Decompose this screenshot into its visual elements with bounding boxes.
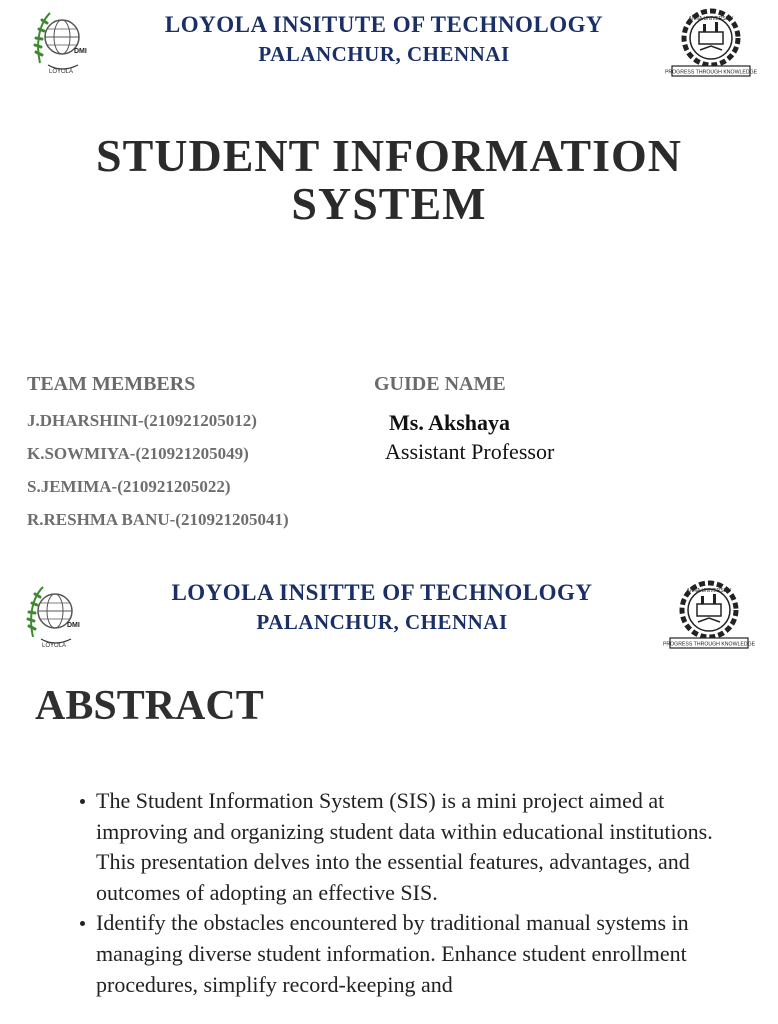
- team-member: J.DHARSHINI-(210921205012): [27, 411, 257, 430]
- list-item: Identify the obstacles encountered by traditional manual systems in managing diverse student information. Enhance student enrollment procedures, simplify record-keeping and: [96, 908, 716, 1000]
- list-item: The Student Information System (SIS) is a mini project aimed at improving and organizing student data within educational institutions. This presentation delves into the essential features, advantages, and outcomes of adopting an effective SIS.: [96, 786, 716, 908]
- svg-text:DMI: DMI: [67, 622, 80, 629]
- svg-text:LOYOLA: LOYOLA: [41, 643, 67, 649]
- team-members-heading: TEAM MEMBERS: [27, 373, 196, 395]
- guide-name: Ms. Akshaya: [389, 410, 511, 435]
- anna-university-logo-icon: [664, 8, 758, 78]
- institute-name: LOYOLA INSITTE OF TECHNOLOGY: [171, 580, 593, 605]
- institute-location: PALANCHUR, CHENNAI: [256, 610, 508, 634]
- team-member: R.RESHMA BANU-(210921205041): [27, 510, 289, 529]
- guide-role: Assistant Professor: [385, 439, 555, 464]
- institute-name: LOYOLA INSITUTE OF TECHNOLOGY: [164, 12, 604, 37]
- svg-text:PROGRESS THROUGH KNOWLEDGE: PROGRESS THROUGH KNOWLEDGE: [664, 69, 758, 76]
- svg-text:DMI: DMI: [74, 48, 87, 55]
- svg-text:ANNA UNIVERSITY: ANNA UNIVERSITY: [686, 588, 732, 594]
- svg-text:PROGRESS THROUGH KNOWLEDGE: PROGRESS THROUGH KNOWLEDGE: [662, 641, 756, 648]
- presentation-title-line1: STUDENT INFORMATION: [96, 130, 682, 181]
- institute-location: PALANCHUR, CHENNAI: [258, 42, 510, 66]
- anna-university-logo-icon: [662, 580, 756, 650]
- svg-text:ANNA UNIVERSITY: ANNA UNIVERSITY: [688, 16, 734, 22]
- svg-text:LOYOLA: LOYOLA: [48, 69, 74, 75]
- team-member: S.JEMIMA-(210921205022): [27, 477, 231, 496]
- team-member: K.SOWMIYA-(210921205049): [27, 444, 249, 463]
- guide-name-heading: GUIDE NAME: [374, 373, 506, 395]
- abstract-heading: ABSTRACT: [35, 683, 264, 729]
- presentation-title-line2: SYSTEM: [291, 178, 487, 229]
- abstract-slide: [0, 568, 768, 1024]
- abstract-bullet-list: [96, 786, 716, 1000]
